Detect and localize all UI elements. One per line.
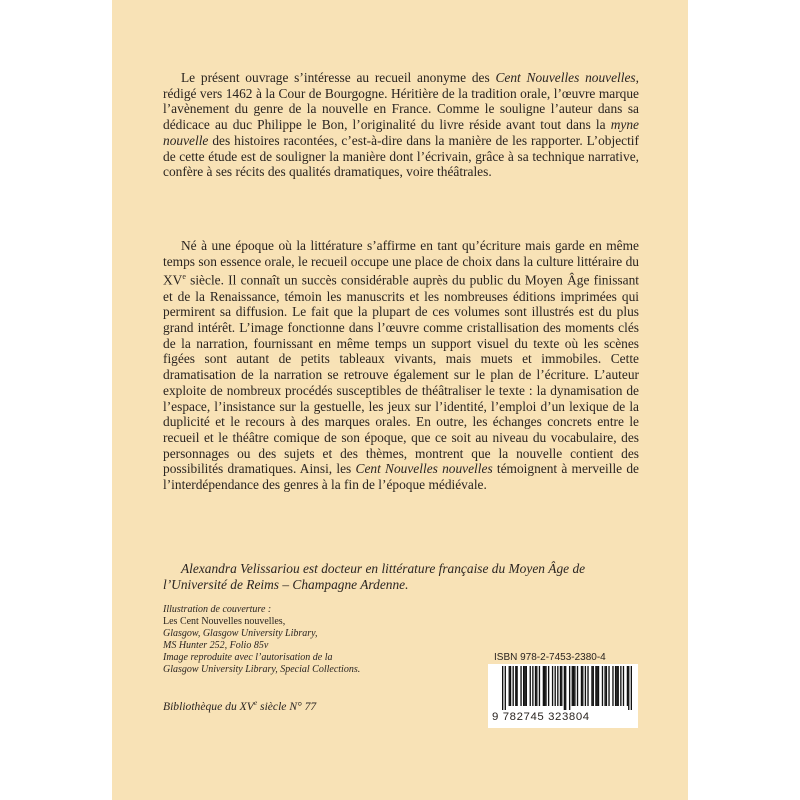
barcode-bar xyxy=(530,666,531,706)
credit-line: Les Cent Nouvelles nouvelles, xyxy=(163,616,286,628)
barcode-bar xyxy=(585,666,586,706)
barcode-bar xyxy=(606,666,607,706)
barcode-bar xyxy=(593,666,594,706)
barcode-bar xyxy=(564,666,565,710)
barcode-bar xyxy=(631,666,632,710)
credit-line: Illustration de couverture : xyxy=(163,604,272,615)
barcode-bar xyxy=(598,666,599,706)
barcode-bar xyxy=(552,666,553,706)
barcode-bar xyxy=(560,666,561,706)
barcode-bar xyxy=(555,666,556,706)
barcode-bar xyxy=(612,666,613,706)
summary-paragraph-1: Le présent ouvrage s’intéresse au recueil anonyme des Cent Nouvelles nouvelles, rédigé vers 1462 à la Cour de Bourgogne. Héritière de la tradition orale, l’œuvre marque l’avènement du genre de la nouvelle en France. Comme le souligne l’auteur dans sa dédicace au duc Philippe le Bon, l’originalité du livre réside avant tout dans la myne nouvelle des histoires racontées, c’est-à-dire dans la manière de les rapporter. L’objectif de cette étude est de souligner la manière dont l’écrivain, grâce à sa technique narrative, confère à ses récits des qualités dramatiques, voire théâtrales. xyxy=(163,70,639,180)
barcode-bar xyxy=(523,666,524,706)
credit-line: Glasgow University Library, Special Collections. xyxy=(163,664,361,676)
barcode-bar xyxy=(510,666,511,706)
barcode-bar xyxy=(526,666,527,706)
barcode-bar xyxy=(572,666,573,706)
barcode-bar xyxy=(608,666,609,706)
barcode-bar xyxy=(532,666,533,706)
barcode-bar xyxy=(616,666,617,706)
barcode-bar xyxy=(615,666,616,706)
barcode-bar xyxy=(561,666,562,706)
cover-illustration-credits xyxy=(163,604,423,677)
barcode-bar xyxy=(627,666,628,706)
barcode-bar xyxy=(545,666,546,706)
barcode-bar xyxy=(620,666,621,706)
barcode-bar xyxy=(539,666,540,706)
barcode-bar xyxy=(536,666,537,706)
series-title: Bibliothèque du XVe siècle N° 77 xyxy=(163,698,317,713)
barcode-bar xyxy=(618,666,619,706)
book-title: Cent Nouvelles nouvelles xyxy=(495,70,636,85)
barcode-bar xyxy=(543,666,544,706)
barcode-bar xyxy=(544,666,545,706)
barcode-bar xyxy=(604,666,605,706)
credit-line: Glasgow, Glasgow University Library, xyxy=(163,628,318,640)
barcode-bar xyxy=(602,666,603,706)
barcode-bar xyxy=(595,666,596,706)
barcode-bar xyxy=(597,666,598,706)
summary-paragraph-2: Né à une époque où la littérature s’affirme en tant qu’écriture mais garde en même temps son essence orale, le recueil occupe une place de choix dans la culture littéraire du XVe siècle. Il connaît un succès considérable auprès du public du Moyen Âge finissant et de la Renaissance, témoin les manuscrits et les nombreuses éditions imprimées qui permirent sa diffusion. Le fait que la plupart de ces volumes sont illustrés est du plus grand intérêt. L’image fonctionne dans l’œuvre comme cristallisation des moments clés de la narration, fournissant en même temps un support visuel du texte où les scènes figées sont autant de petits tableaux vivants, mais muets et immobiles. Cette dramatisation de la narration se retrouve également sur le plan de l’écriture. L’auteur exploite de nombreux procédés susceptibles de théâtraliser le texte : la dynamisation de l’espace, l’insistance sur la gestuelle, les jeux sur l’identité, l’emploi d’un lexique de la duplicité et le recours à des marques orales. En outre, les échanges concrets entre le recueil et le théâtre comique de son époque, que ce soit au niveau du vocabulaire, des personnages ou des sujets et des thèmes, montrent que la nouvelle contient des possibilités dramatiques. Ainsi, les Cent Nouvelles nouvelles témoignent à merveille de l’interdépendance des genres à la fin de l’époque médiévale. xyxy=(163,238,639,493)
barcode-bar xyxy=(535,666,536,706)
barcode-bar xyxy=(569,666,570,710)
barcode-bar xyxy=(520,666,521,706)
credit-line: MS Hunter 252, Folio 85v xyxy=(163,640,269,652)
barcode-bar xyxy=(557,666,558,706)
term-myne-nouvelle: myne nouvelle xyxy=(163,117,639,148)
barcode-bar xyxy=(582,666,583,706)
barcode-bar xyxy=(628,666,629,710)
credit-line: Image reproduite avec l’autorisation de la xyxy=(163,652,333,664)
barcode-bar xyxy=(548,666,549,706)
barcode-bar xyxy=(581,666,582,706)
barcode-bar xyxy=(505,666,506,710)
barcode-bar xyxy=(623,666,624,706)
barcode-bar xyxy=(591,666,592,706)
isbn-barcode xyxy=(502,666,632,710)
barcode-bar xyxy=(502,666,503,710)
barcode-bar xyxy=(515,666,516,706)
barcode-bar xyxy=(577,666,578,706)
book-title: Cent Nouvelles nouvelles xyxy=(355,461,493,477)
isbn-label: ISBN 978-2-7453-2380-4 xyxy=(494,652,606,663)
barcode-bar xyxy=(573,666,574,706)
barcode-bar xyxy=(516,666,517,706)
barcode-bar xyxy=(574,666,575,706)
barcode-bar xyxy=(524,666,525,706)
barcode-bar xyxy=(513,666,514,706)
barcode-bar xyxy=(565,666,566,710)
barcode-bar xyxy=(509,666,510,706)
barcode-digits: 9 782745 323804 xyxy=(492,711,590,723)
barcode-bar xyxy=(587,666,588,706)
author-bio: Alexandra Velissariou est docteur en littérature française du Moyen Âge de l’Université de Reims – Champagne Ardenne. xyxy=(163,561,586,592)
